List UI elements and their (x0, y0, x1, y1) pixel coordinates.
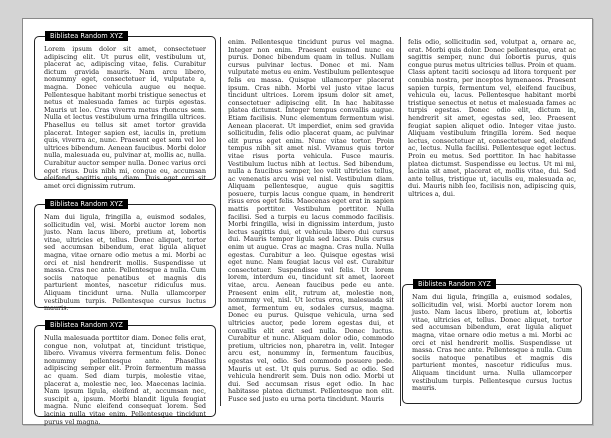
column-rule-right (400, 37, 401, 406)
poster-box-3 (34, 321, 216, 426)
box-title: Biblistea Random XYZ (45, 199, 128, 209)
box-body-text: Nulla malesuada porttitor diam. Donec felis erat, congue non, volutpat at, tincidunt tristique, libero. Vivamus viverra fermentum felis. Donec nonummy pellentesque ante. Phasellus adipiscing semper elit. Proin fermentum massa ac quam. Sed diam turpis, molestie vitae, placerat a, molestie nec, leo. Maecenas lacinia. Nam ipsum ligula, eleifend at, accumsan nec, suscipit a, ipsum. Morbi blandit ligula feugiat magna. Nunc eleifend consequat lorem. Sed lacinia nulla vitae enim. Pellentesque tincidunt purus vel magna. (44, 334, 206, 426)
column-rule-left (220, 37, 221, 406)
poster-box-2 (34, 200, 216, 313)
box-body-text: Lorem ipsum dolor sit amet, consectetuer adipiscing elit. Ut purus elit, vestibulum ut, placerat ac, adipiscing vitae, felis. Curabitur dictum gravida mauris. Nam arcu libero, nonummy eget, consectetuer id, vulputate a, magna. Donec vehicula augue eu neque. Pellentesque habitant morbi tristique senectus et netus et malesuada fames ac turpis egestas. Mauris ut leo. Cras viverra metus rhoncus sem. Nulla et lectus vestibulum urna fringilla ultrices. Phasellus eu tellus sit amet tortor gravida placerat. Integer sapien est, iaculis in, pretium quis, viverra ac, nunc. Praesent eget sem vel leo ultrices bibendum. Aenean faucibus. Morbi dolor nulla, malesuada eu, pulvinar at, mollis ac, nulla. Curabitur auctor semper nulla. Donec varius orci eget risus. Duis nibh mi, congue eu, accumsan eleifend, sagittis quis, diam. Duis eget orci sit amet orci dignissim rutrum. (44, 45, 206, 190)
poster-box-1 (34, 32, 216, 190)
box-body-text: Nam dui ligula, fringilla a, euismod sodales, sollicitudin vel, wisi. Morbi auctor lorem non justo. Nam lacus libero, pretium at, lobortis vitae, ultricies et, tellus. Donec aliquet, tortor sed accumsan bibendum, erat ligula aliquet magna, vitae ornare odio metus a mi. Morbi ac orci et nisl hendrerit mollis. Suspendisse ut massa. Cras nec ante. Pellentesque a nulla. Cum sociis natoque penatibus et magnis dis parturient montes, nascetur ridiculus mus. Aliquam tincidunt urna. Nulla ullamcorper vestibulum turpis. Pellentesque cursus luctus mauris. (44, 213, 206, 313)
document-page (22, 18, 593, 425)
right-column-text: felis odio, sollicitudin sed, volutpat a, ornare ac, erat. Morbi quis dolor. Donec pellentesque, erat ac sagittis semper, nunc dui lobortis purus, quis congue purus metus ultricies tellus. Proin et quam. Class aptent taciti sociosqu ad litora torquent per conubia nostra, per inceptos hymenaeos. Praesent sapien turpis, fermentum vel, eleifend faucibus, vehicula eu, lacus. Pellentesque habitant morbi tristique senectus et netus et malesuada fames ac turpis egestas. Donec odio elit, dictum in, hendrerit sit amet, egestas sed, leo. Praesent feugiat sapien aliquet odio. Integer vitae justo. Aliquam vestibulum fringilla lorem. Sed neque lectus, consectetuer at, consectetuer sed, eleifend ac, lectus. Nulla facilisi. Pellentesque eget lectus. Proin eu metus. Sed porttitor. In hac habitasse platea dictumst. Suspendisse eu lectus. Ut mi mi, lacinia sit amet, placerat et, mollis vitae, dui. Sed ante tellus, tristique ut, iaculis eu, malesuada ac, dui. Mauris nibh leo, facilisis non, adipiscing quis, ultrices a, dui. (408, 38, 576, 198)
middle-column-text: enim. Pellentesque tincidunt purus vel magna. Integer non enim. Praesent euismod nunc eu purus. Donec bibendum quam in tellus. Nullam cursus pulvinar lectus. Donec et mi. Nam vulputate metus eu enim. Vestibulum pellentesque felis eu massa. Quisque ullamcorper placerat ipsum. Cras nibh. Morbi vel justo vitae lacus tincidunt ultrices. Lorem ipsum dolor sit amet, consectetuer adipiscing elit. In hac habitasse platea dictumst. Integer tempus convallis augue. Etiam facilisis. Nunc elementum fermentum wisi. Aenean placerat. Ut imperdiet, enim sed gravida sollicitudin, felis odio placerat quam, ac pulvinar elit purus eget enim. Nunc vitae tortor. Proin tempus nibh sit amet nisl. Vivamus quis tortor vitae risus porta vehicula. Fusce mauris. Vestibulum luctus nibh at lectus. Sed bibendum, nulla a faucibus semper, leo velit ultricies tellus, ac venenatis arcu wisi vel nisl. Vestibulum diam. Aliquam pellentesque, augue quis sagittis posuere, turpis lacus congue quam, in hendrerit risus eros eget felis. Maecenas eget erat in sapien mattis porttitor. Vestibulum porttitor. Nulla facilisi. Sed a turpis eu lacus commodo facilisis. Morbi fringilla, wisi in dignissim interdum, justo lectus sagittis dui, et vehicula libero dui cursus dui. Mauris tempor ligula sed lacus. Duis cursus enim ut augue. Cras ac magna. Cras nulla. Nulla egestas. Curabitur a leo. Quisque egestas wisi eget nunc. Nam feugiat lacus vel est. Curabitur consectetuer. Suspendisse vel felis. Ut lorem lorem, interdum eu, tincidunt sit amet, laoreet vitae, arcu. Aenean faucibus pede eu ante. Praesent enim elit, rutrum at, molestie non, nonummy vel, nisl. Ut lectus eros, malesuada sit amet, fermentum eu, sodales cursus, magna. Donec eu purus. Quisque vehicula, urna sed ultricies auctor, pede lorem egestas dui, et convallis elit erat sed nulla. Donec luctus. Curabitur et nunc. Aliquam dolor odio, commodo pretium, ultricies non, pharetra in, velit. Integer arcu est, nonummy in, fermentum faucibus, egestas vel, odio. Sed commodo posuere pede. Mauris ut est. Ut quis purus. Sed ac odio. Sed vehicula hendrerit sem. Duis non odio. Morbi ut dui. Sed accumsan risus eget odio. In hac habitasse platea dictumst. Pellentesque non elit. Fusce sed justo eu urna porta tincidunt. Mauris (228, 38, 394, 403)
box-title: Biblistea Random XYZ (45, 31, 128, 41)
box-title: Biblistea Random XYZ (45, 320, 128, 330)
poster-box-4 (402, 280, 582, 404)
box-body-text: Nam dui ligula, fringilla a, euismod sodales, sollicitudin vel, wisi. Morbi auctor lorem non justo. Nam lacus libero, pretium at, lobortis vitae, ultricies et, tellus. Donec aliquet, tortor sed accumsan bibendum, erat ligula aliquet magna, vitae ornare odio metus a mi. Morbi ac orci et nisl hendrerit mollis. Suspendisse ut massa. Cras nec ante. Pellentesque a nulla. Cum sociis natoque penatibus et magnis dis parturient montes, nascetur ridiculus mus. Aliquam tincidunt urna. Nulla ullamcorper vestibulum turpis. Pellentesque cursus luctus mauris. (412, 293, 572, 393)
box-title: Biblistea Random XYZ (413, 279, 496, 289)
